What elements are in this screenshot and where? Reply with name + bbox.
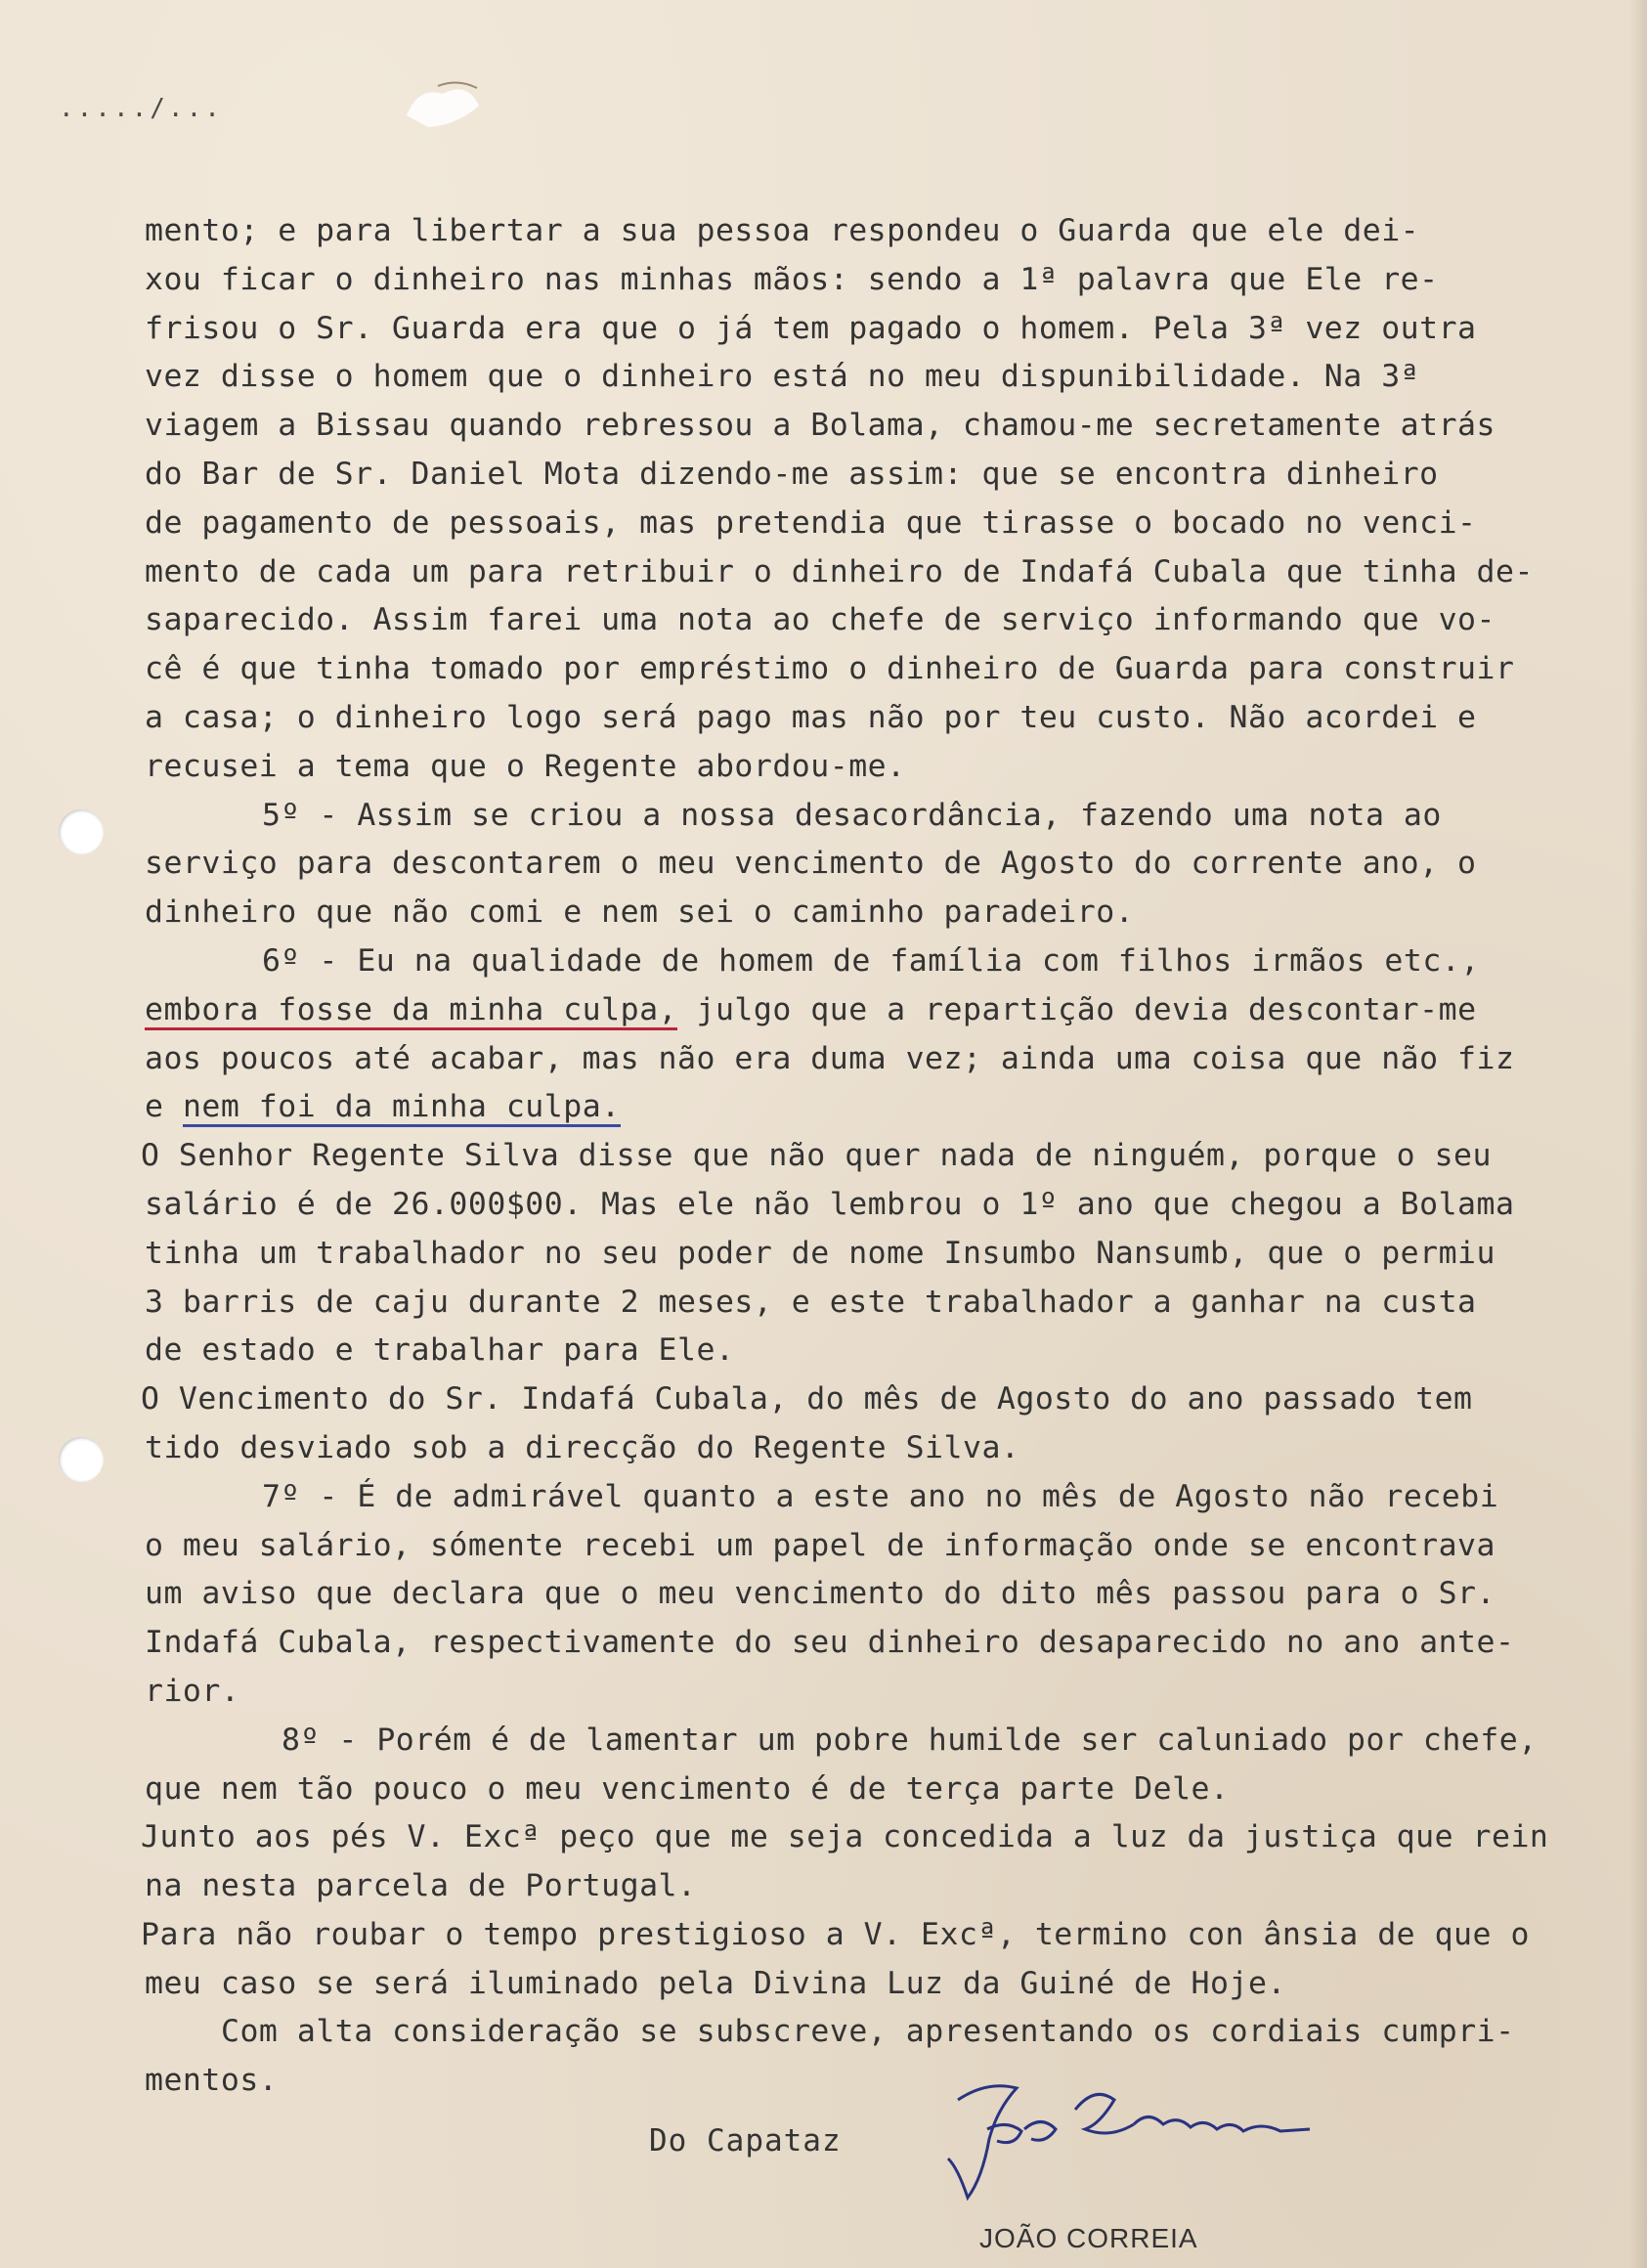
text-line-blue-underlined <box>145 1083 1591 1132</box>
text-line: Indafá Cubala, respectivamente do seu dinheiro desaparecido no ano ante- <box>145 1625 1515 1661</box>
paragraph-5-start: 5º - Assim se criou a nossa desacordância, fazendo uma nota ao <box>262 797 1442 833</box>
paragraph-8-start: 8º - Porém é de lamentar um pobre humilde ser caluniado por chefe, <box>282 1722 1538 1758</box>
letter-body <box>141 207 1591 2106</box>
punch-hole-bottom <box>59 1437 104 1482</box>
text-line: mento; e para libertar a sua pessoa respondeu o Guarda que ele dei- <box>145 213 1420 248</box>
text-line: 3 barris de caju durante 2 meses, e este trabalhador a ganhar na custa <box>145 1284 1477 1320</box>
text-line: viagem a Bissau quando rebressou a Bolama, chamou-me secretamente atrás <box>145 408 1495 444</box>
text-line: meu caso se será iluminado pela Divina Luz da Guiné de Hoje. <box>145 1965 1286 2001</box>
text-line-red-underlined <box>145 986 1591 1035</box>
text-line: mentos. <box>145 2063 279 2099</box>
text-line: serviço para descontarem o meu vencimento de Agosto do corrente ano, o <box>145 846 1477 882</box>
text-line: O Senhor Regente Silva disse que não quer nada de ninguém, porque o seu <box>141 1138 1492 1174</box>
text-line: Junto aos pés V. Excª peço que me seja concedida a luz da justiça que rein <box>141 1819 1549 1855</box>
text-line: de pagamento de pessoais, mas pretendia que tirasse o bocado no venci- <box>145 504 1477 541</box>
punch-hole-top <box>59 809 104 854</box>
text-line: um aviso que declara que o meu vencimento do dito mês passou para o Sr. <box>145 1576 1495 1612</box>
sender-title: Do Capataz <box>649 2123 842 2159</box>
text-line: do Bar de Sr. Daniel Mota dizendo-me assim: que se encontra dinheiro <box>145 456 1439 492</box>
text-line: dinheiro que não comi e nem sei o caminho paradeiro. <box>145 894 1135 931</box>
paragraph-7-start: 7º - É de admirável quanto a este ano no mês de Agosto não recebi <box>262 1478 1499 1514</box>
typed-signature-name: JOÃO CORREIA <box>979 2223 1198 2253</box>
text-line: na nesta parcela de Portugal. <box>145 1868 697 1904</box>
text-line: frisou o Sr. Guarda era que o já tem pagado o homem. Pela 3ª vez outra <box>145 310 1477 346</box>
text-line: saparecido. Assim farei uma nota ao chefe de serviço informando que vo- <box>145 602 1495 638</box>
document-reference: ...../... <box>59 94 223 123</box>
text-line: xou ficar o dinheiro nas minhas mãos: sendo a 1ª palavra que Ele re- <box>145 261 1439 297</box>
paragraph-6-start: 6º - Eu na qualidade de homem de família com filhos irmãos etc., <box>262 942 1480 979</box>
line-start: e <box>145 1089 183 1125</box>
underlined-phrase: embora fosse da minha culpa, <box>145 992 677 1030</box>
text-line: o meu salário, sómente recebi um papel de informação onde se encontrava <box>145 1527 1495 1563</box>
text-line: rior. <box>145 1673 240 1709</box>
text-line: mento de cada um para retribuir o dinheiro de Indafá Cubala que tinha de- <box>145 553 1534 589</box>
text-line: que nem tão pouco o meu vencimento é de terça parte Dele. <box>145 1770 1230 1807</box>
text-line: salário é de 26.000$00. Mas ele não lembrou o 1º ano que chegou a Bolama <box>145 1186 1515 1222</box>
closing-paragraph: Com alta consideração se subscreve, apresentando os cordiais cumpri- <box>221 2014 1515 2050</box>
text-line: vez disse o homem que o dinheiro está no meu dispunibilidade. Na 3ª <box>145 359 1420 395</box>
text-line: cê é que tinha tomado por empréstimo o dinheiro de Guarda para construir <box>145 651 1515 687</box>
text-line: a casa; o dinheiro logo será pago mas não por teu custo. Não acordei e <box>145 699 1477 735</box>
text-line: O Vencimento do Sr. Indafá Cubala, do mês de Agosto do ano passado tem <box>141 1381 1473 1418</box>
page-edge-shadow <box>1629 0 1647 2268</box>
paper-tear-mark <box>399 76 487 135</box>
text-line: tinha um trabalhador no seu poder de nome Insumbo Nansumb, que o permiu <box>145 1235 1495 1271</box>
text-line: de estado e trabalhar para Ele. <box>145 1332 735 1369</box>
handwritten-signature <box>929 2071 1339 2227</box>
text-line: aos poucos até acabar, mas não era duma vez; ainda uma coisa que não fiz <box>145 1040 1515 1076</box>
line-remainder: julgo que a repartição devia descontar-me <box>677 991 1477 1027</box>
text-line: recusei a tema que o Regente abordou-me. <box>145 748 906 784</box>
underlined-phrase: nem foi da minha culpa. <box>183 1089 621 1127</box>
text-line: Para não roubar o tempo prestigioso a V. Excª, termino con ânsia de que o <box>141 1916 1530 1952</box>
text-line: tido desviado sob a direcção do Regente Silva. <box>145 1429 1020 1465</box>
